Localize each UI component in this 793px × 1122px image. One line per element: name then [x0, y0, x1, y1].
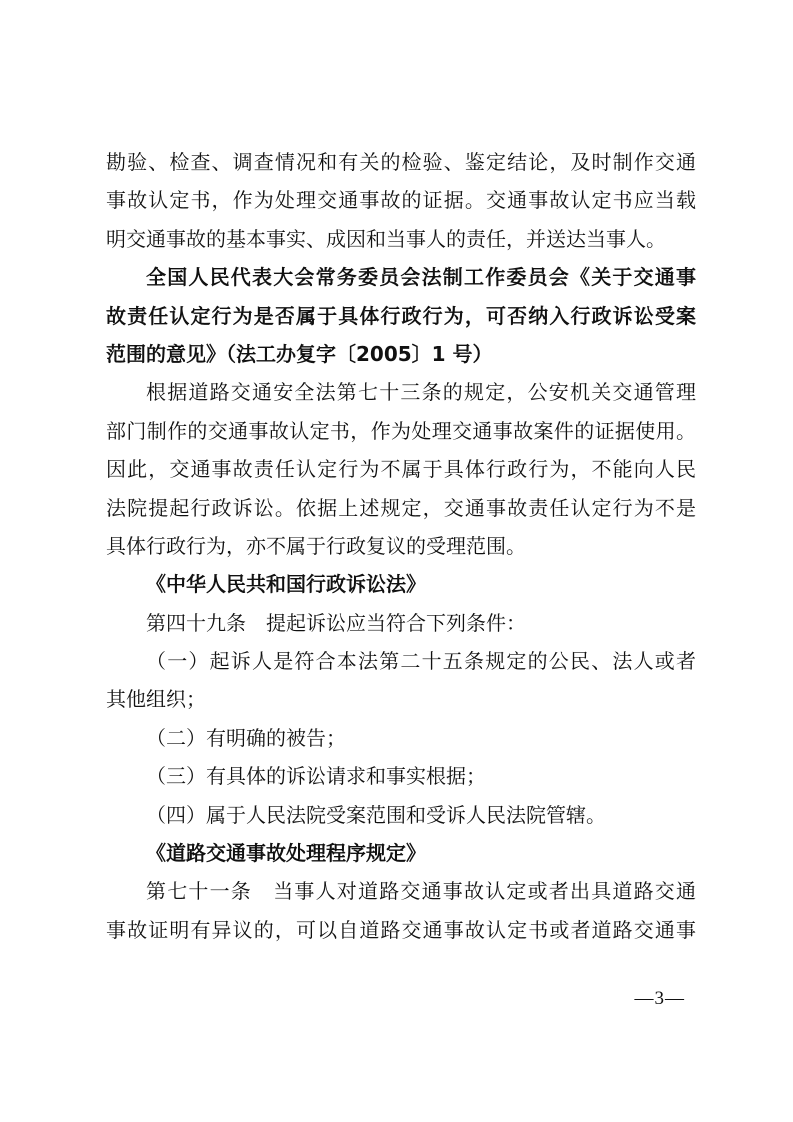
- body-text-line: 明交通事故的基本事实、成因和当事人的责任，并送达当事人。: [106, 226, 666, 251]
- body-text-line: 事故证明有异议的，可以自道路交通事故认定书或者道路交通事: [106, 917, 696, 942]
- section-heading-line: 《道路交通事故处理程序规定》: [146, 841, 426, 866]
- body-text-line: 第四十九条 提起诉讼应当符合下列条件：: [146, 610, 526, 635]
- body-text-line: 勘验、检查、调查情况和有关的检验、鉴定结论，及时制作交通: [106, 150, 696, 174]
- body-text-line: 因此，交通事故责任认定行为不属于具体行政行为，不能向人民: [106, 457, 696, 482]
- body-text-line: 法院提起行政诉讼。依据上述规定，交通事故责任认定行为不是: [106, 495, 696, 520]
- body-text-line: 其他组织；: [106, 687, 206, 712]
- document-body: [106, 143, 696, 949]
- body-text-line: （四）属于人民法院受案范围和受诉人民法院管辖。: [146, 802, 606, 827]
- section-heading-line: 全国人民代表大会常务委员会法制工作委员会《关于交通事: [146, 265, 696, 290]
- body-text-line: 具体行政行为，亦不属于行政复议的受理范围。: [106, 533, 526, 558]
- body-text-line: 部门制作的交通事故认定书，作为处理交通事故案件的证据使用。: [106, 418, 696, 443]
- page-number: —3—: [634, 988, 685, 1009]
- section-heading-line: 《中华人民共和国行政诉讼法》: [146, 572, 426, 597]
- body-text-line: （二）有明确的被告；: [146, 725, 346, 750]
- body-text-line: 第七十一条 当事人对道路交通事故认定或者出具道路交通: [146, 879, 696, 904]
- section-heading-line: 范围的意见》（法工办复字〔2005〕1 号）: [106, 341, 493, 366]
- body-text-line: （一）起诉人是符合本法第二十五条规定的公民、法人或者: [146, 649, 696, 674]
- body-text-line: （三）有具体的诉讼请求和事实根据；: [146, 764, 486, 789]
- body-text-line: 事故认定书，作为处理交通事故的证据。交通事故认定书应当载: [106, 188, 696, 213]
- section-heading-line: 故责任认定行为是否属于具体行政行为，可否纳入行政诉讼受案: [106, 303, 696, 328]
- body-text-line: 根据道路交通安全法第七十三条的规定，公安机关交通管理: [146, 380, 696, 405]
